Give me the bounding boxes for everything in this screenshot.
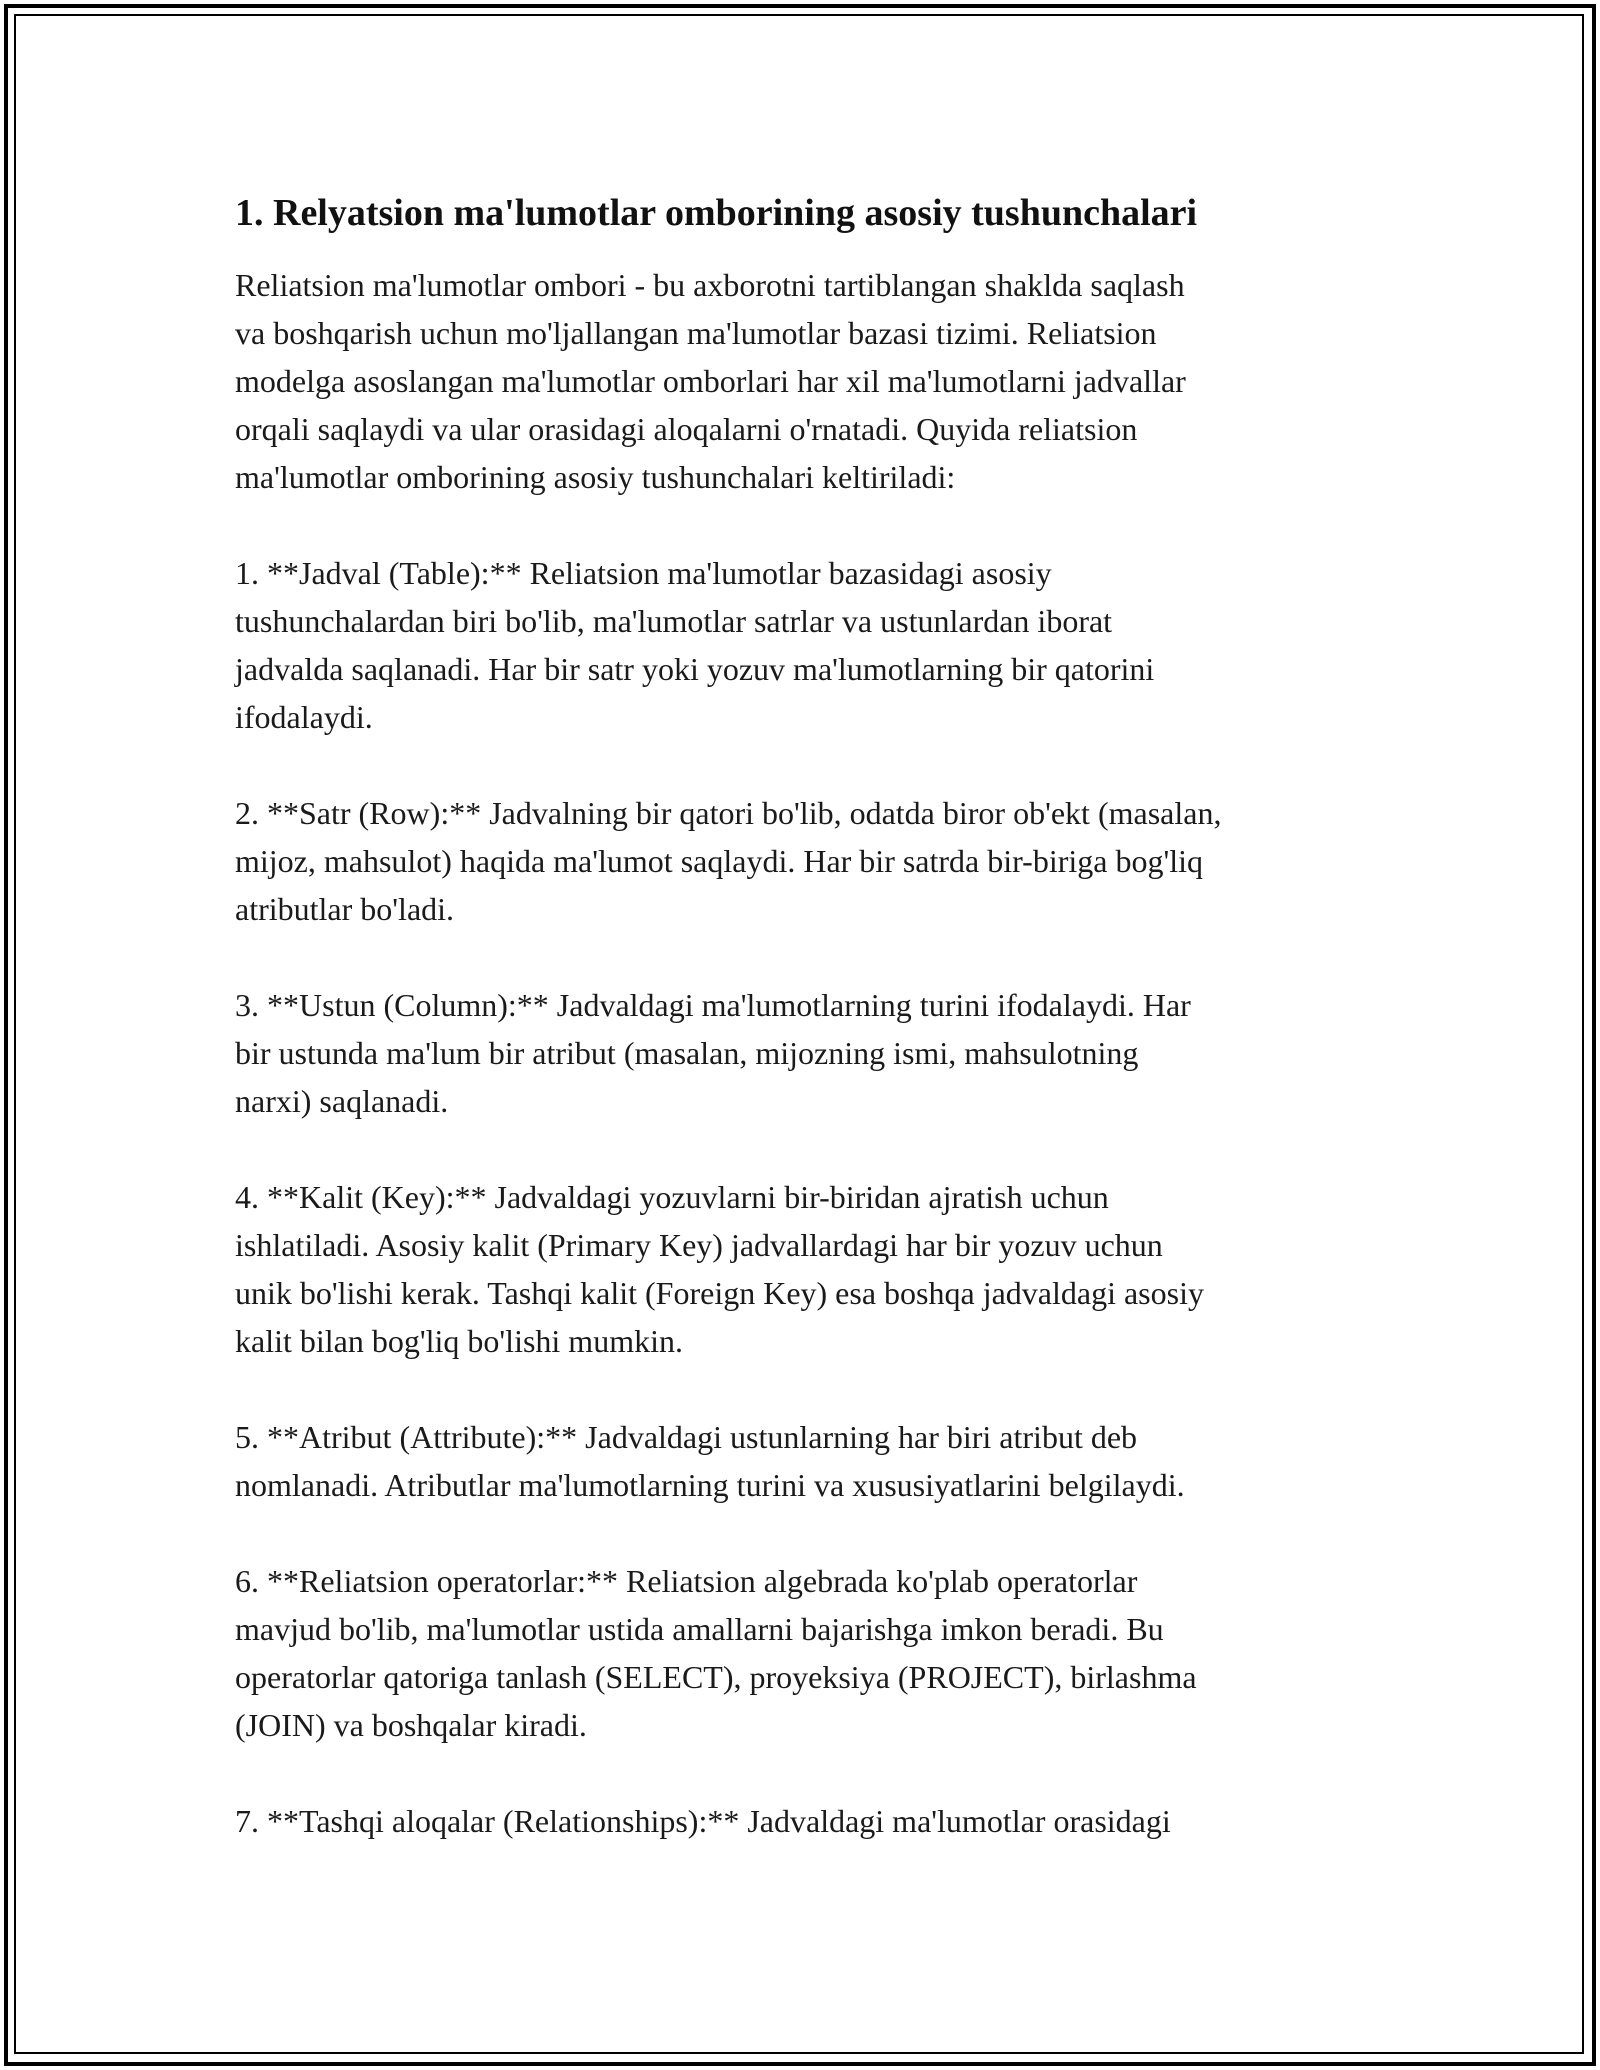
- text-line: operatorlar qatoriga tanlash (SELECT), proyeksiya (PROJECT), birlashma: [235, 1659, 1197, 1695]
- text-line: 2. **Satr (Row):** Jadvalning bir qatori bo'lib, odatda biror ob'ekt (masalan,: [235, 795, 1222, 831]
- document-title: 1. Relyatsion ma'lumotlar omborining asosiy tushunchalari: [235, 192, 1198, 234]
- text-line: bir ustunda ma'lum bir atribut (masalan, mijozning ismi, mahsulotning: [235, 1035, 1139, 1071]
- text-line: mijoz, mahsulot) haqida ma'lumot saqlaydi. Har bir satrda bir-biriga bog'liq: [235, 843, 1203, 879]
- text-line: ma'lumotlar omborining asosiy tushunchalari keltiriladi:: [235, 459, 956, 495]
- text-line: 5. **Atribut (Attribute):** Jadvaldagi ustunlarning har biri atribut deb: [235, 1419, 1138, 1455]
- text-line: atributlar bo'ladi.: [235, 891, 455, 927]
- text-line: tushunchalardan biri bo'lib, ma'lumotlar satrlar va ustunlardan iborat: [235, 603, 1113, 639]
- intro-paragraph: [235, 261, 1375, 501]
- text-line: ifodalaydi.: [235, 699, 373, 735]
- text-line: ishlatiladi. Asosiy kalit (Primary Key) jadvallardagi har bir yozuv uchun: [235, 1227, 1163, 1263]
- item-relationships-paragraph: [235, 1797, 1375, 1845]
- text-line: nomlanadi. Atributlar ma'lumotlarning turini va xususiyatlarini belgilaydi.: [235, 1467, 1185, 1503]
- item-key-paragraph: [235, 1173, 1375, 1365]
- item-attribute-paragraph: [235, 1413, 1375, 1509]
- text-line: orqali saqlaydi va ular orasidagi aloqalarni o'rnatadi. Quyida reliatsion: [235, 411, 1138, 447]
- text-line: modelga asoslangan ma'lumotlar omborlari har xil ma'lumotlarni jadvallar: [235, 363, 1186, 399]
- text-line: 1. **Jadval (Table):** Reliatsion ma'lumotlar bazasidagi asosiy: [235, 555, 1052, 591]
- document-body: [235, 186, 1375, 1893]
- text-line: 7. **Tashqi aloqalar (Relationships):** Jadvaldagi ma'lumotlar orasidagi: [235, 1803, 1171, 1839]
- text-line: mavjud bo'lib, ma'lumotlar ustida amallarni bajarishga imkon beradi. Bu: [235, 1611, 1164, 1647]
- item-table-paragraph: [235, 549, 1375, 741]
- text-line: Reliatsion ma'lumotlar ombori - bu axborotni tartiblangan shaklda saqlash: [235, 267, 1185, 303]
- text-line: jadvalda saqlanadi. Har bir satr yoki yozuv ma'lumotlarning bir qatorini: [235, 651, 1155, 687]
- text-line: 3. **Ustun (Column):** Jadvaldagi ma'lumotlarning turini ifodalaydi. Har: [235, 987, 1191, 1023]
- text-line: narxi) saqlanadi.: [235, 1083, 449, 1119]
- text-line: 6. **Reliatsion operatorlar:** Reliatsion algebrada ko'plab operatorlar: [235, 1563, 1138, 1599]
- item-operators-paragraph: [235, 1557, 1375, 1749]
- text-line: kalit bilan bog'liq bo'lishi mumkin.: [235, 1323, 683, 1359]
- text-line: va boshqarish uchun mo'ljallangan ma'lumotlar bazasi tizimi. Reliatsion: [235, 315, 1157, 351]
- item-column-paragraph: [235, 981, 1375, 1125]
- item-row-paragraph: [235, 789, 1375, 933]
- text-line: 4. **Kalit (Key):** Jadvaldagi yozuvlarni bir-biridan ajratish uchun: [235, 1179, 1109, 1215]
- text-line: unik bo'lishi kerak. Tashqi kalit (Foreign Key) esa boshqa jadvaldagi asosiy: [235, 1275, 1204, 1311]
- text-line: (JOIN) va boshqalar kiradi.: [235, 1707, 587, 1743]
